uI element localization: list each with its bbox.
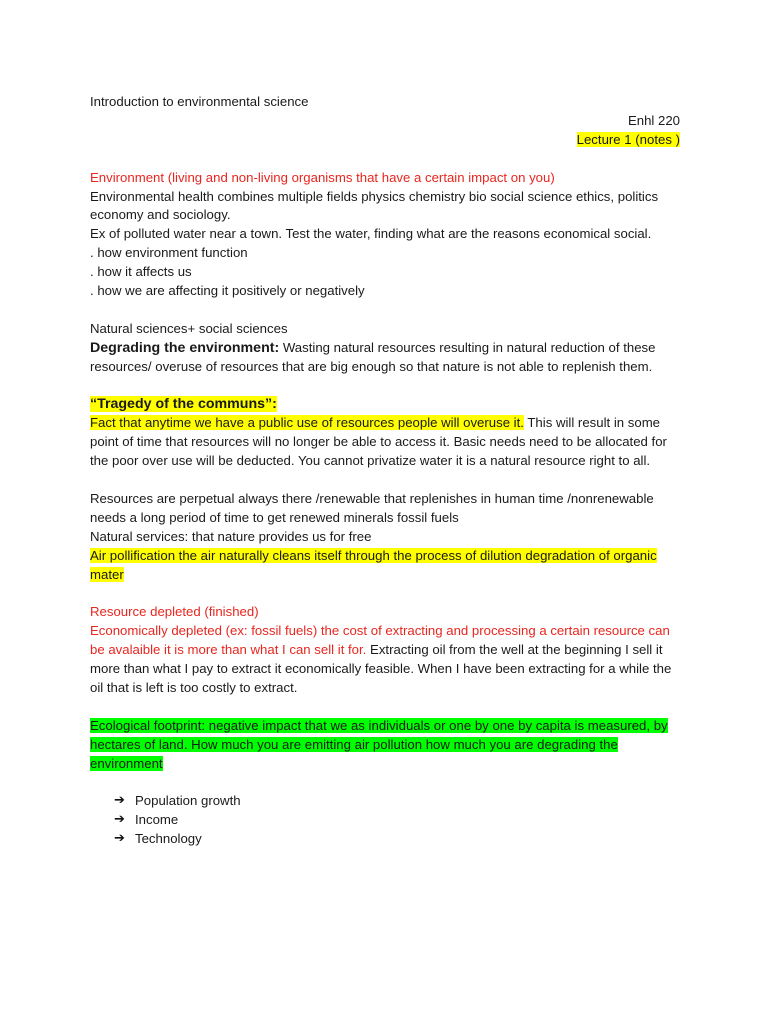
depleted-red-text: Economically depleted (ex: fossil fuels) the cost of extracting and processing a certain resource can be avalaible it is more than what I can sell it for. (90, 623, 670, 658)
arrow-right-icon: ➔ (114, 831, 125, 847)
degrading-label: Degrading the environment: (90, 339, 280, 356)
resources-body-2: Natural services: that nature provides us for free (90, 528, 372, 544)
tragedy-body: This will result in some point of time that resources will no longer be able to access it. Basic needs need to be allocated for the poor over use will be deducted. You cannot privatize water it is a natural resource right to all. (90, 415, 667, 469)
factor-list (90, 792, 680, 849)
list-item-label: Technology (135, 831, 202, 847)
environment-point: . how it affects us (90, 264, 192, 280)
depleted-body: Extracting oil from the well at the beginning I sell it more than what I pay to extract it economically feasible. When I have been extracting for a while the oil that is left is too costly to extract. (90, 642, 672, 696)
tragedy-heading-line (90, 395, 680, 414)
environment-body-1: Environmental health combines multiple fields physics chemistry bio social science ethics, politics economy and sociology. (90, 188, 659, 223)
spacer (90, 585, 680, 604)
lecture-label-line (90, 131, 680, 150)
resources-body-1: Resources are perpetual always there /renewable that replenishes in human time /nonrenewable needs a long period of time to get renewed minerals fossil fuels (90, 490, 654, 525)
tragedy-heading: “Tragedy of the communs”: (90, 396, 277, 413)
degrading-paragraph (90, 339, 680, 377)
list-item (90, 792, 680, 811)
list-item (90, 811, 680, 830)
tragedy-paragraph (90, 414, 680, 471)
tragedy-highlight: Fact that anytime we have a public use of resources people will overuse it. (90, 415, 524, 431)
spacer (90, 377, 680, 396)
environment-point: . how we are affecting it positively or negatively (90, 283, 365, 299)
footprint-highlight: Ecological footprint: negative impact that we as individuals or one by one by capita is measured, by hectares of land. How much you are emitting air pollution how much you are degrading the environment (90, 717, 668, 771)
sciences-line: Natural sciences+ social sciences (90, 320, 288, 336)
depleted-heading: Resource depleted (finished) (90, 604, 259, 620)
environment-point: . how environment function (90, 245, 248, 261)
list-item-label: Population growth (135, 793, 241, 809)
document-title: Introduction to environmental science (90, 94, 309, 109)
list-item-label: Income (135, 812, 179, 828)
environment-heading: Environment (living and non-living organisms that have a certain impact on you) (90, 169, 555, 185)
footprint-paragraph (90, 717, 680, 774)
lecture-label: Lecture 1 (notes ) (576, 131, 680, 147)
air-paragraph (90, 547, 680, 585)
spacer (90, 698, 680, 717)
degrading-body: Wasting natural resources resulting in natural reduction of these resources/ overuse of resources that are big enough so that nature is not able to replenish them. (90, 339, 656, 374)
depleted-paragraph (90, 622, 680, 698)
spacer (90, 150, 680, 169)
list-item (90, 830, 680, 849)
arrow-right-icon: ➔ (114, 812, 125, 828)
document-body (90, 93, 680, 849)
course-code: Enhl 220 (627, 112, 680, 128)
spacer (90, 301, 680, 320)
environment-body-2: Ex of polluted water near a town. Test the water, finding what are the reasons economical social. (90, 226, 652, 242)
arrow-right-icon: ➔ (114, 793, 125, 809)
air-highlight: Air pollification the air naturally cleans itself through the process of dilution degradation of organic mater (90, 547, 657, 582)
spacer (90, 774, 680, 793)
spacer (90, 471, 680, 490)
